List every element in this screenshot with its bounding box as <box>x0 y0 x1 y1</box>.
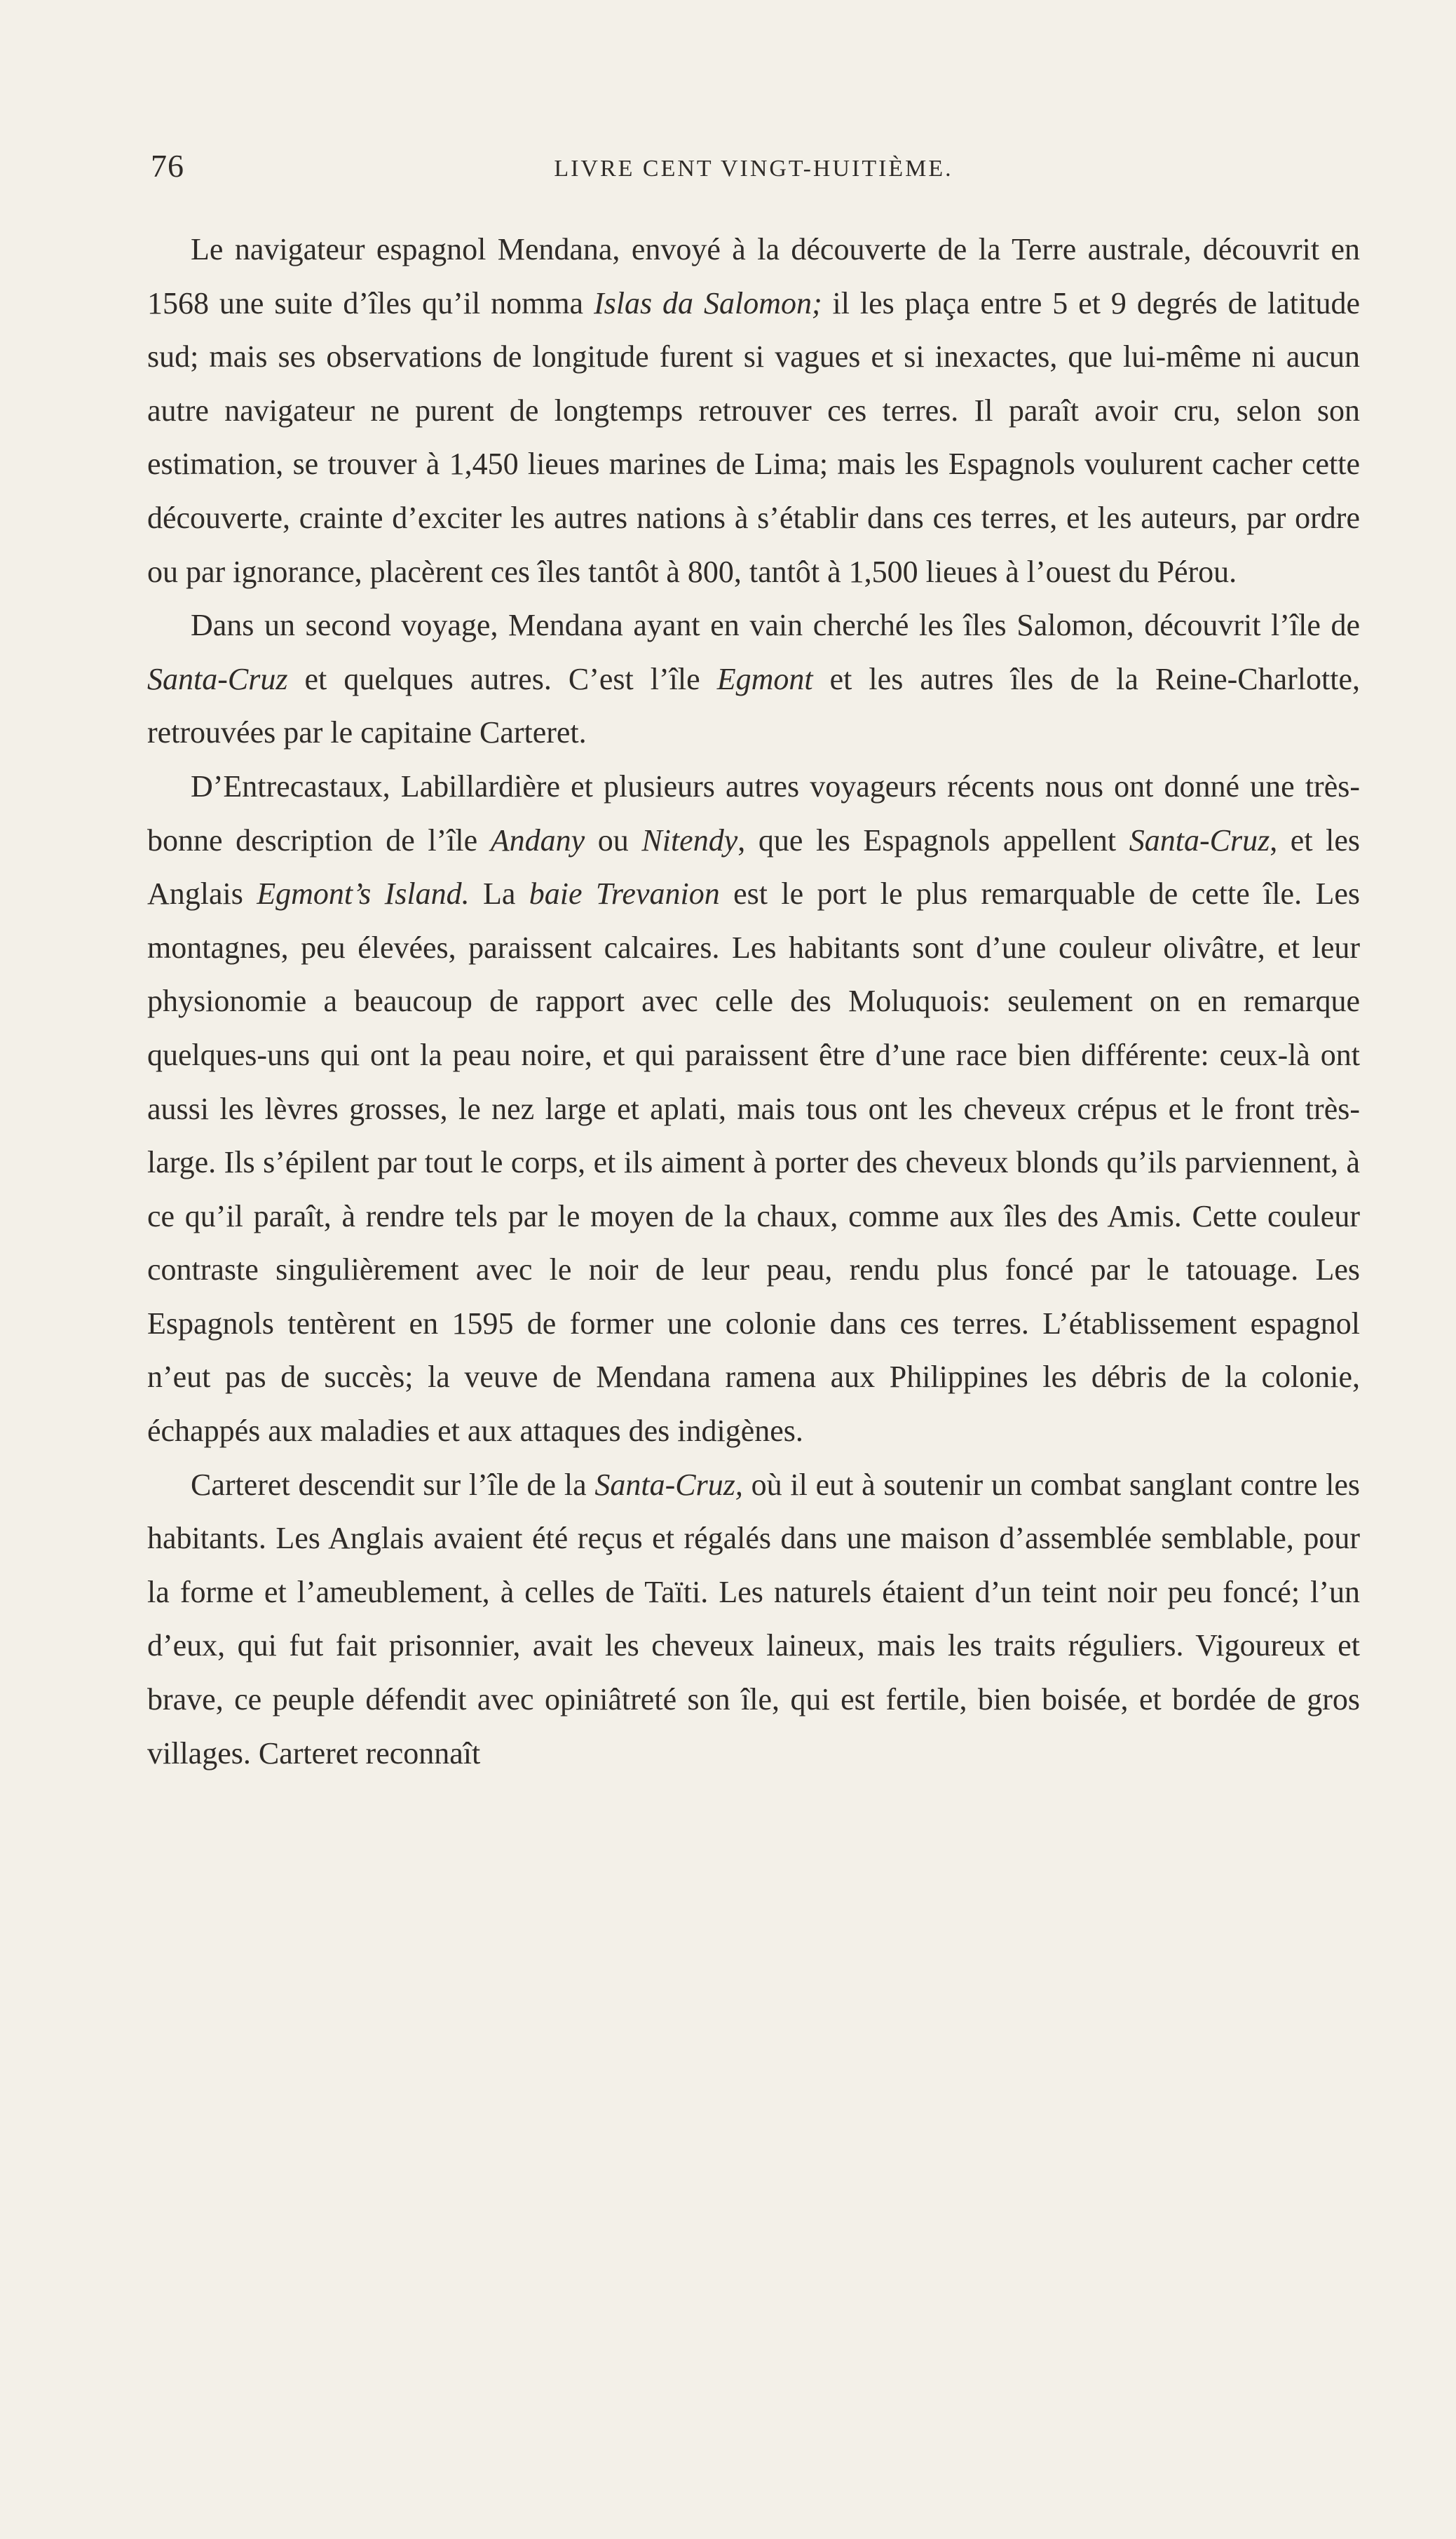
text-segment: ou <box>585 822 642 858</box>
running-head: LIVRE CENT VINGT-HUITIÈME. <box>554 156 953 182</box>
text-segment: et quelques autres. C’est l’île <box>287 661 717 696</box>
italic-segment: Islas da Salomon; <box>594 285 822 320</box>
text-segment: il les plaça entre 5 et 9 degrés de latitude sud; mais ses observations de longitude furent si vagues et si inexactes, que lui-même ni aucun autre navigateur ne purent de longtemps retrouver ces terres. Il paraît avoir cru, selon son estimation, se trouver à 1,450 lieues marines de Lima; mais les Espagnols voulurent cacher cette découverte, crainte d’exciter les autres nations à s’établir dans ces terres, et les auteurs, par ordre ou par ignorance, placèrent ces îles tantôt à 800, tantôt à 1,500 lieues à l’ouest du Pérou. <box>147 285 1360 589</box>
book-page <box>147 140 1360 2426</box>
italic-segment: Santa-Cruz, <box>594 1467 743 1502</box>
text-segment: Carteret descendit sur l’île de la <box>191 1467 595 1502</box>
text-segment: , et les Anglais <box>147 822 1361 912</box>
italic-segment: Santa-Cruz <box>147 661 288 696</box>
paragraph <box>147 223 1360 599</box>
text-segment: où il eut à soutenir un combat sanglant contre les habitants. Les Anglais avaient été reçus et régalés dans une maison d’assemblée semblable, pour la forme et l’ameublement, à celles de Taïti. Les naturels étaient d’un teint noir peu foncé; l’un d’eux, qui fut fait prisonnier, avait les cheveux laineux, mais les traits réguliers. Vigoureux et brave, ce peuple défendit avec opiniâtreté son île, qui est fertile, bien boisée, et bordée de gros villages. Carteret reconnaît <box>147 1467 1361 1770</box>
page-header <box>147 140 1360 196</box>
text-segment: D’Entrecastaux, Labillardière et plusieurs autres voyageurs récents nous ont donné une très-bonne description de l’île <box>147 769 1360 858</box>
text-segment: Dans un second voyage, Mendana ayant en vain cherché les îles Salomon, découvrit l’île de <box>191 608 1360 643</box>
text-segment: , que les Espagnols appellent <box>737 822 1129 858</box>
page-number: 76 <box>151 148 184 184</box>
text-segment: Le navigateur espagnol Mendana, envoyé à la découverte de la Terre australe, découvrit en 1568 une suite d’îles qu’il nomma <box>147 232 1360 320</box>
italic-segment: Egmont’s Island. <box>257 876 470 912</box>
paragraph <box>147 599 1360 760</box>
italic-segment: Santa-Cruz <box>1129 822 1270 858</box>
paragraph <box>147 1458 1360 1781</box>
italic-segment: baie Trevanion <box>529 876 720 912</box>
italic-segment: Nitendy <box>641 822 738 858</box>
text-segment: et les autres îles de la Reine-Charlotte, retrouvées par le capitaine Carteret. <box>147 661 1360 750</box>
italic-segment: Egmont <box>716 661 813 696</box>
body-text <box>147 223 1360 1780</box>
italic-segment: Andany <box>490 822 585 858</box>
text-segment: La <box>469 876 529 912</box>
paragraph <box>147 760 1360 1458</box>
text-segment: est le port le plus remarquable de cette île. Les montagnes, peu élevées, paraissent calcaires. Les habitants sont d’une couleur olivâtre, et leur physionomie a beaucoup de rapport avec celle des Moluquois: seulement on en remarque quelques-uns qui ont la peau noire, et qui paraissent être d’une race bien différente: ceux-là ont aussi les lèvres grosses, le nez large et aplati, mais tous ont les cheveux crépus et le front très-large. Ils s’épilent par tout le corps, et ils aiment à porter des cheveux blonds qu’ils parviennent, à ce qu’il paraît, à rendre tels par le moyen de la chaux, comme aux îles des Amis. Cette couleur contraste singulièrement avec le noir de leur peau, rendu plus foncé par le tatouage. Les Espagnols tentèrent en 1595 de former une colonie dans ces terres. L’établissement espagnol n’eut pas de succès; la veuve de Mendana ramena aux Philippines les débris de la colonie, échappés aux maladies et aux attaques des indigènes. <box>147 876 1360 1449</box>
